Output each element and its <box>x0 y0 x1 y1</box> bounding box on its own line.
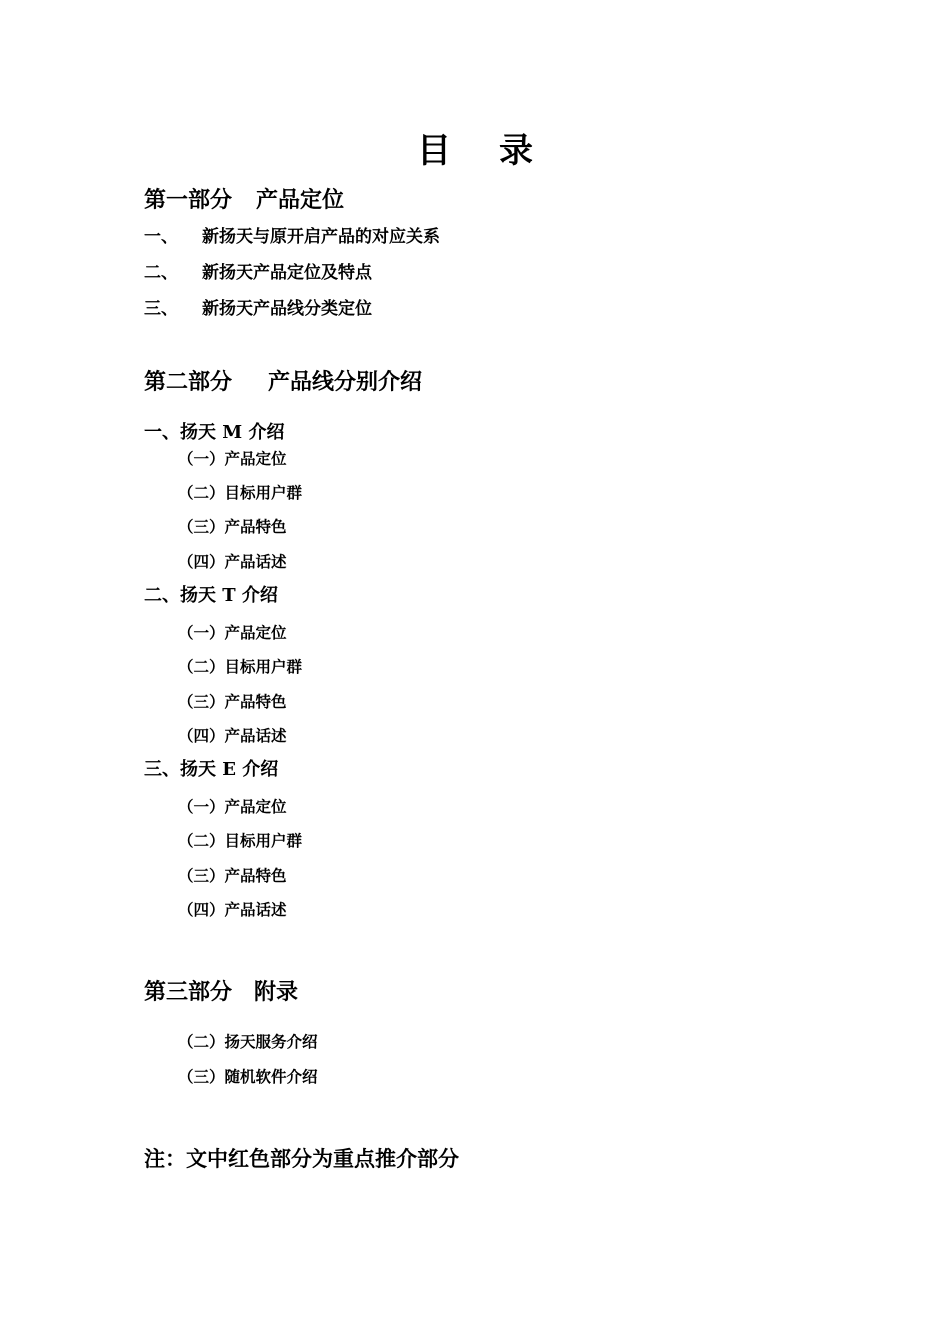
item-number: 三、 <box>144 299 178 319</box>
section-e-sub-2[interactable]: （二）目标用户群 <box>178 831 303 850</box>
part2-section-e[interactable]: 三、扬天 E 介绍 <box>144 759 279 780</box>
section-t-sub-1[interactable]: （一）产品定位 <box>178 623 287 642</box>
item-number: 一、 <box>144 227 178 247</box>
item-text: 新扬天产品线分类定位 <box>202 299 372 319</box>
part1-item-2[interactable] <box>144 265 372 282</box>
section-m-sub-2[interactable]: （二）目标用户群 <box>178 483 303 502</box>
item-number: 二、 <box>144 263 178 283</box>
part2-label: 第二部分 <box>144 369 233 395</box>
footnote: 注：文中红色部分为重点推介部分 <box>144 1146 459 1171</box>
section-t-sub-4[interactable]: （四）产品话述 <box>178 726 287 745</box>
part1-item-3[interactable] <box>144 301 372 318</box>
part2-section-t[interactable]: 二、扬天 T 介绍 <box>144 585 278 606</box>
part3-sub-1[interactable]: （二）扬天服务介绍 <box>178 1032 318 1051</box>
part1-item-1[interactable] <box>144 229 440 246</box>
section-e-sub-3[interactable]: （三）产品特色 <box>178 866 287 885</box>
part2-heading[interactable] <box>144 371 422 393</box>
part3-heading[interactable] <box>144 981 298 1003</box>
part1-name: 产品定位 <box>256 187 345 213</box>
part3-sub-2[interactable]: （三）随机软件介绍 <box>178 1067 318 1086</box>
section-m-sub-1[interactable]: （一）产品定位 <box>178 449 287 468</box>
part1-heading[interactable] <box>144 189 344 211</box>
part3-label: 第三部分 <box>144 979 233 1005</box>
toc-title <box>0 131 950 171</box>
part2-section-m[interactable]: 一、扬天 M 介绍 <box>144 422 285 443</box>
item-text: 新扬天与原开启产品的对应关系 <box>202 227 440 247</box>
section-t-sub-3[interactable]: （三）产品特色 <box>178 692 287 711</box>
section-t-sub-2[interactable]: （二）目标用户群 <box>178 657 303 676</box>
section-m-sub-3[interactable]: （三）产品特色 <box>178 517 287 536</box>
item-text: 新扬天产品定位及特点 <box>202 263 372 283</box>
section-e-sub-4[interactable]: （四）产品话述 <box>178 900 287 919</box>
part2-name: 产品线分别介绍 <box>268 369 423 395</box>
toc-title-right: 录 <box>499 131 533 171</box>
section-m-sub-4[interactable]: （四）产品话述 <box>178 552 287 571</box>
section-e-sub-1[interactable]: （一）产品定位 <box>178 797 287 816</box>
part1-label: 第一部分 <box>144 187 233 213</box>
part3-name: 附录 <box>254 979 299 1005</box>
toc-title-left: 目 <box>417 131 451 171</box>
